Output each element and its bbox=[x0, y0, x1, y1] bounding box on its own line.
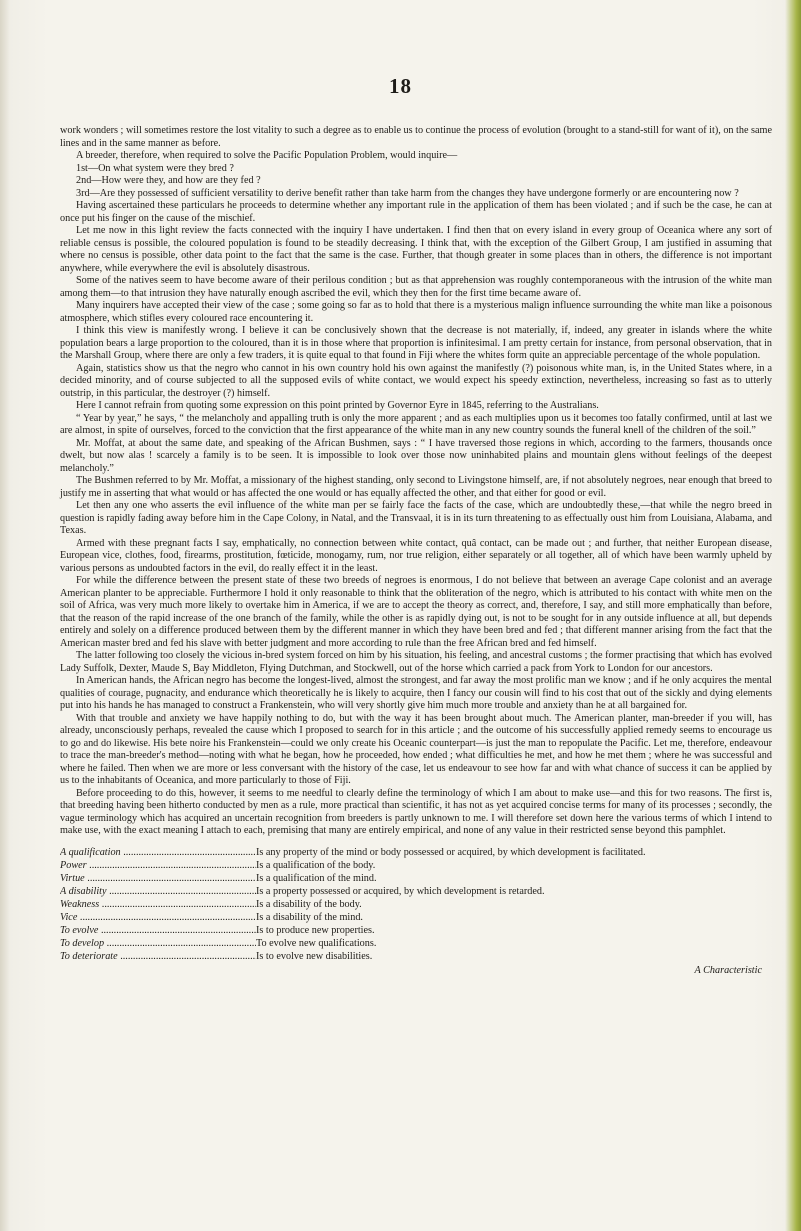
paragraph: 3rd—Are they possessed of sufficient versatility to derive benefit rather than take harm from the changes they have undergone formerly or are encountering now ? bbox=[76, 187, 739, 199]
paragraph: Again, statistics show us that the negro who cannot in his own country hold his own against the manifestly (?) poisonous white man, is, in the United States where, in a decided minority, and of course subjected to all the supposed evils of white contact, we would expect his speedy extinction, nevertheless, increasing so fast as to utterly outstrip, in this particular, the destroyer (?) himself. bbox=[60, 362, 772, 399]
glossary-term: Weakness ..... bbox=[60, 899, 256, 912]
paragraph: Before proceeding to do this, however, it seems to me needful to clearly define the terminology of which I am about to make use—and this for two reasons. The first is, that breeding having been hitherto conducted by men as a rule, more practical than scientific, it has not as yet acquired concise terms for many of its processes ; secondly, the vague terminology which has acquired an uncertain recognition from breeders is partly unknown to me. I will therefore set down here the various terms of which I intend to make use, with the exact meaning I attach to each, premising that many are entirely empirical, and none of any value in their restricted sense beyond this pamphlet. bbox=[60, 787, 772, 836]
paragraph: work wonders ; will sometimes restore the lost vitality to such a degree as to enable us to continue the process of evolution (brought to a stand-still for want of it), on the same lines and in the same manner as before. bbox=[60, 125, 772, 149]
glossary-definition: Is a property possessed or acquired, by which development is retarded. bbox=[256, 885, 545, 897]
glossary-row bbox=[60, 938, 772, 951]
glossary-term: Vice ..... bbox=[60, 912, 256, 925]
paragraph: A breeder, therefore, when required to solve the Pacific Population Problem, would inquire— bbox=[76, 150, 458, 161]
glossary-term: A qualification ..... bbox=[60, 847, 256, 860]
glossary-definition: Is a qualification of the mind. bbox=[256, 872, 377, 884]
glossary-row bbox=[60, 899, 772, 912]
glossary-definition: Is to produce new properties. bbox=[256, 924, 375, 936]
glossary-definition: Is a disability of the mind. bbox=[256, 911, 363, 923]
glossary-term: A disability ..... bbox=[60, 886, 256, 899]
glossary-definition: Is any property of the mind or body possessed or acquired, by which development is facilitated. bbox=[256, 846, 646, 858]
paragraph: 2nd—How were they, and how are they fed ? bbox=[76, 175, 261, 186]
page-edge-right bbox=[785, 0, 801, 1231]
glossary bbox=[60, 847, 772, 964]
glossary-definition: Is a qualification of the body. bbox=[256, 859, 376, 871]
paragraph: The Bushmen referred to by Mr. Moffat, a missionary of the highest standing, only second to Livingstone himself, are, if not absolutely negroes, near enough that breed to justify me in asserting that what would or has affected the one would or has equally affected the other, and that either for good or evil. bbox=[60, 475, 772, 499]
catchword: A Characteristic bbox=[694, 965, 762, 976]
glossary-row bbox=[60, 873, 772, 886]
glossary-row bbox=[60, 951, 772, 964]
glossary-row bbox=[60, 886, 772, 899]
glossary-definition: Is a disability of the body. bbox=[256, 898, 362, 910]
paragraph: Having ascertained these particulars he proceeds to determine whether any important rule in the application of them has been violated ; and if such be the case, he can at once put his finger on the cause of the mischief. bbox=[60, 200, 772, 224]
glossary-row bbox=[60, 847, 772, 860]
glossary-term: To evolve ..... bbox=[60, 925, 256, 938]
paragraph: Mr. Moffat, at about the same date, and speaking of the African Bushmen, says : “ I have traversed those regions in which, according to the farmers, thousands once dwelt, but now alas ! scarcely a family is to be seen. It is impossible to look over those now uninhabited plains and mountain glens without feelings of the deepest melancholy.” bbox=[60, 437, 772, 474]
paragraph-list bbox=[60, 125, 772, 838]
glossary-definition: Is to evolve new disabilities. bbox=[256, 950, 373, 962]
paragraph: “ Year by year,” he says, “ the melancholy and appalling truth is only the more apparent ; and as each multiplies upon us it becomes too fatally confirmed, until at last we are almost, in spite of ourselves, forced to the conviction that the first appearance of the white man in any new country sounds the funeral knell of the children of the soil.” bbox=[60, 412, 772, 436]
paragraph: 1st—On what system were they bred ? bbox=[76, 162, 234, 174]
paragraph: With that trouble and anxiety we have happily nothing to do, but with the way it has been brought about much. The American planter, man-breeder if you will, has already, unconsciously perhaps, revealed the cause which I proposed to search for in this article ; and the outcome of his successfully applied remedy seems to encourage us to go and do likewise. His bete noire his Frankenstein—could we only create his Oceanic counterpart—is just the man to repopulate the Pacific. Let me, therefore, endeavour to trace the man-breeder's method—noting with what he began, how he proceeded, how ended ; what difficulties he met, and how he met them ; where he was successful and where he failed. Then when we are more or less conversant with the history of the case, let us endeavour to see how far and with what chance of success it can be applied by us to the inhabitants of Oceanica, and more particularly to those of Fiji. bbox=[60, 712, 772, 786]
glossary-term: To deteriorate ..... bbox=[60, 951, 256, 964]
glossary-row bbox=[60, 860, 772, 873]
page-shadow-left bbox=[0, 0, 10, 1231]
page-number: 18 bbox=[389, 74, 412, 98]
paragraph: Many inquirers have accepted their view of the case ; some going so far as to hold that there is a mysterious malign influence surrounding the white man like a poisonous atmosphere, which stifles every coloured race encountering it. bbox=[60, 300, 772, 324]
paragraph: Armed with these pregnant facts I say, emphatically, no connection between white contact, quâ contact, can be made out ; and further, that neither European disease, European vice, clothes, food, firearms, prostitution, fœticide, monogamy, rum, nor true religion, either separately or all together, all of which have been warmly upheld by various persons as undoubted factors in the evil, do really effect it in the least. bbox=[60, 537, 772, 574]
paragraph: For while the difference between the present state of these two breeds of negroes is enormous, I do not believe that between an average Cape colonist and an average American planter to be appreciable. Furthermore I hold it only reasonable to think that the obliteration of the negro, which is attributed to his contact with white men on the soil of Africa, was very much more likely to overtake him in America, if we are to accept the theory as correct, and, therefore, I say, and still more emphatically than before, that the reason of the rapid increase of the one branch of the family, while the other is as rapidly dying out, is not to be sought for in any outside influence at all, but depends entirely and solely on a difference produced between them by the different manner in which they have been bred and fed ; that different manner arising from the fact that the American master bred and fed his slave with better judgment and more according to rule than the free African bred and fed himself. bbox=[60, 575, 772, 649]
glossary-definition: To evolve new qualifications. bbox=[256, 937, 377, 949]
paragraph: Some of the natives seem to have become aware of their perilous condition ; but as that apprehension was roughly contemporaneous with the intrusion of the white man among them—to that intrusion they have naturally enough ascribed the evil, which they then for the first time became aware of. bbox=[60, 275, 772, 299]
paragraph: Here I cannot refrain from quoting some expression on this point printed by Governor Eyre in 1845, referring to the Australians. bbox=[76, 400, 599, 411]
body-text bbox=[60, 125, 772, 978]
glossary-term: Virtue ..... bbox=[60, 873, 256, 886]
glossary-row bbox=[60, 925, 772, 938]
paragraph: Let me now in this light review the facts connected with the inquiry I have undertaken. I find then that on every island in every group of Oceanica where any sort of reliable census is possible, the coloured population is found to be steadily decreasing. I think that, with the exception of the Gilbert Group, I am justified in assuming that where no census is possible, other data point to the fact that the same is the case. Further, that though greater in some places than in others, the difference is not important anywhere, while everywhere the evil is absolutely disastrous. bbox=[60, 225, 772, 274]
paragraph: I think this view is manifestly wrong. I believe it can be conclusively shown that the decrease is not materially, if, indeed, any greater in islands where the white population bears a large proportion to the coloured, than it is in those where that proportion is infinitesimal. I am pretty certain for instance, from personal observation, that in the Marshall Group, where there are only a few traders, it is quite equal to that found in Fiji where the whites form quite an appreciable percentage of the whole population. bbox=[60, 325, 772, 361]
paragraph: Let then any one who asserts the evil influence of the white man per se fairly face the facts of the case, which are undoubtedly these,—that while the negro breed in question is rapidly fading away before him in the Cape Colony, in Natal, and the Transvaal, it is in its turn threatening to as effectually oust him from Louisiana, Alabama, and Texas. bbox=[60, 500, 772, 536]
paragraph: The latter following too closely the vicious in-bred system forced on him by his situation, his feeling, and ancestral customs ; the former practising that which has evolved Lady Suffolk, Dexter, Maude S, Bay Middleton, Flying Dutchman, and Stockwell, out of the horse which carried a pack from York to London for our ancestors. bbox=[60, 650, 772, 674]
glossary-term: Power ..... bbox=[60, 860, 256, 873]
paragraph: In American hands, the African negro has become the longest-lived, almost the strongest, and far away the most prolific man we know ; and if he only acquires the mental qualities of courage, pugnacity, and endurance which theoretically he is likely to acquire, then I fancy our cousin will find to his cost that out of the sickly and dying elements put into his hands he has managed to construct a Frankenstein, who will very shortly give him much more trouble and anxiety than he at all bargained for. bbox=[60, 675, 772, 711]
glossary-term: To develop ..... bbox=[60, 938, 256, 951]
glossary-row bbox=[60, 912, 772, 925]
